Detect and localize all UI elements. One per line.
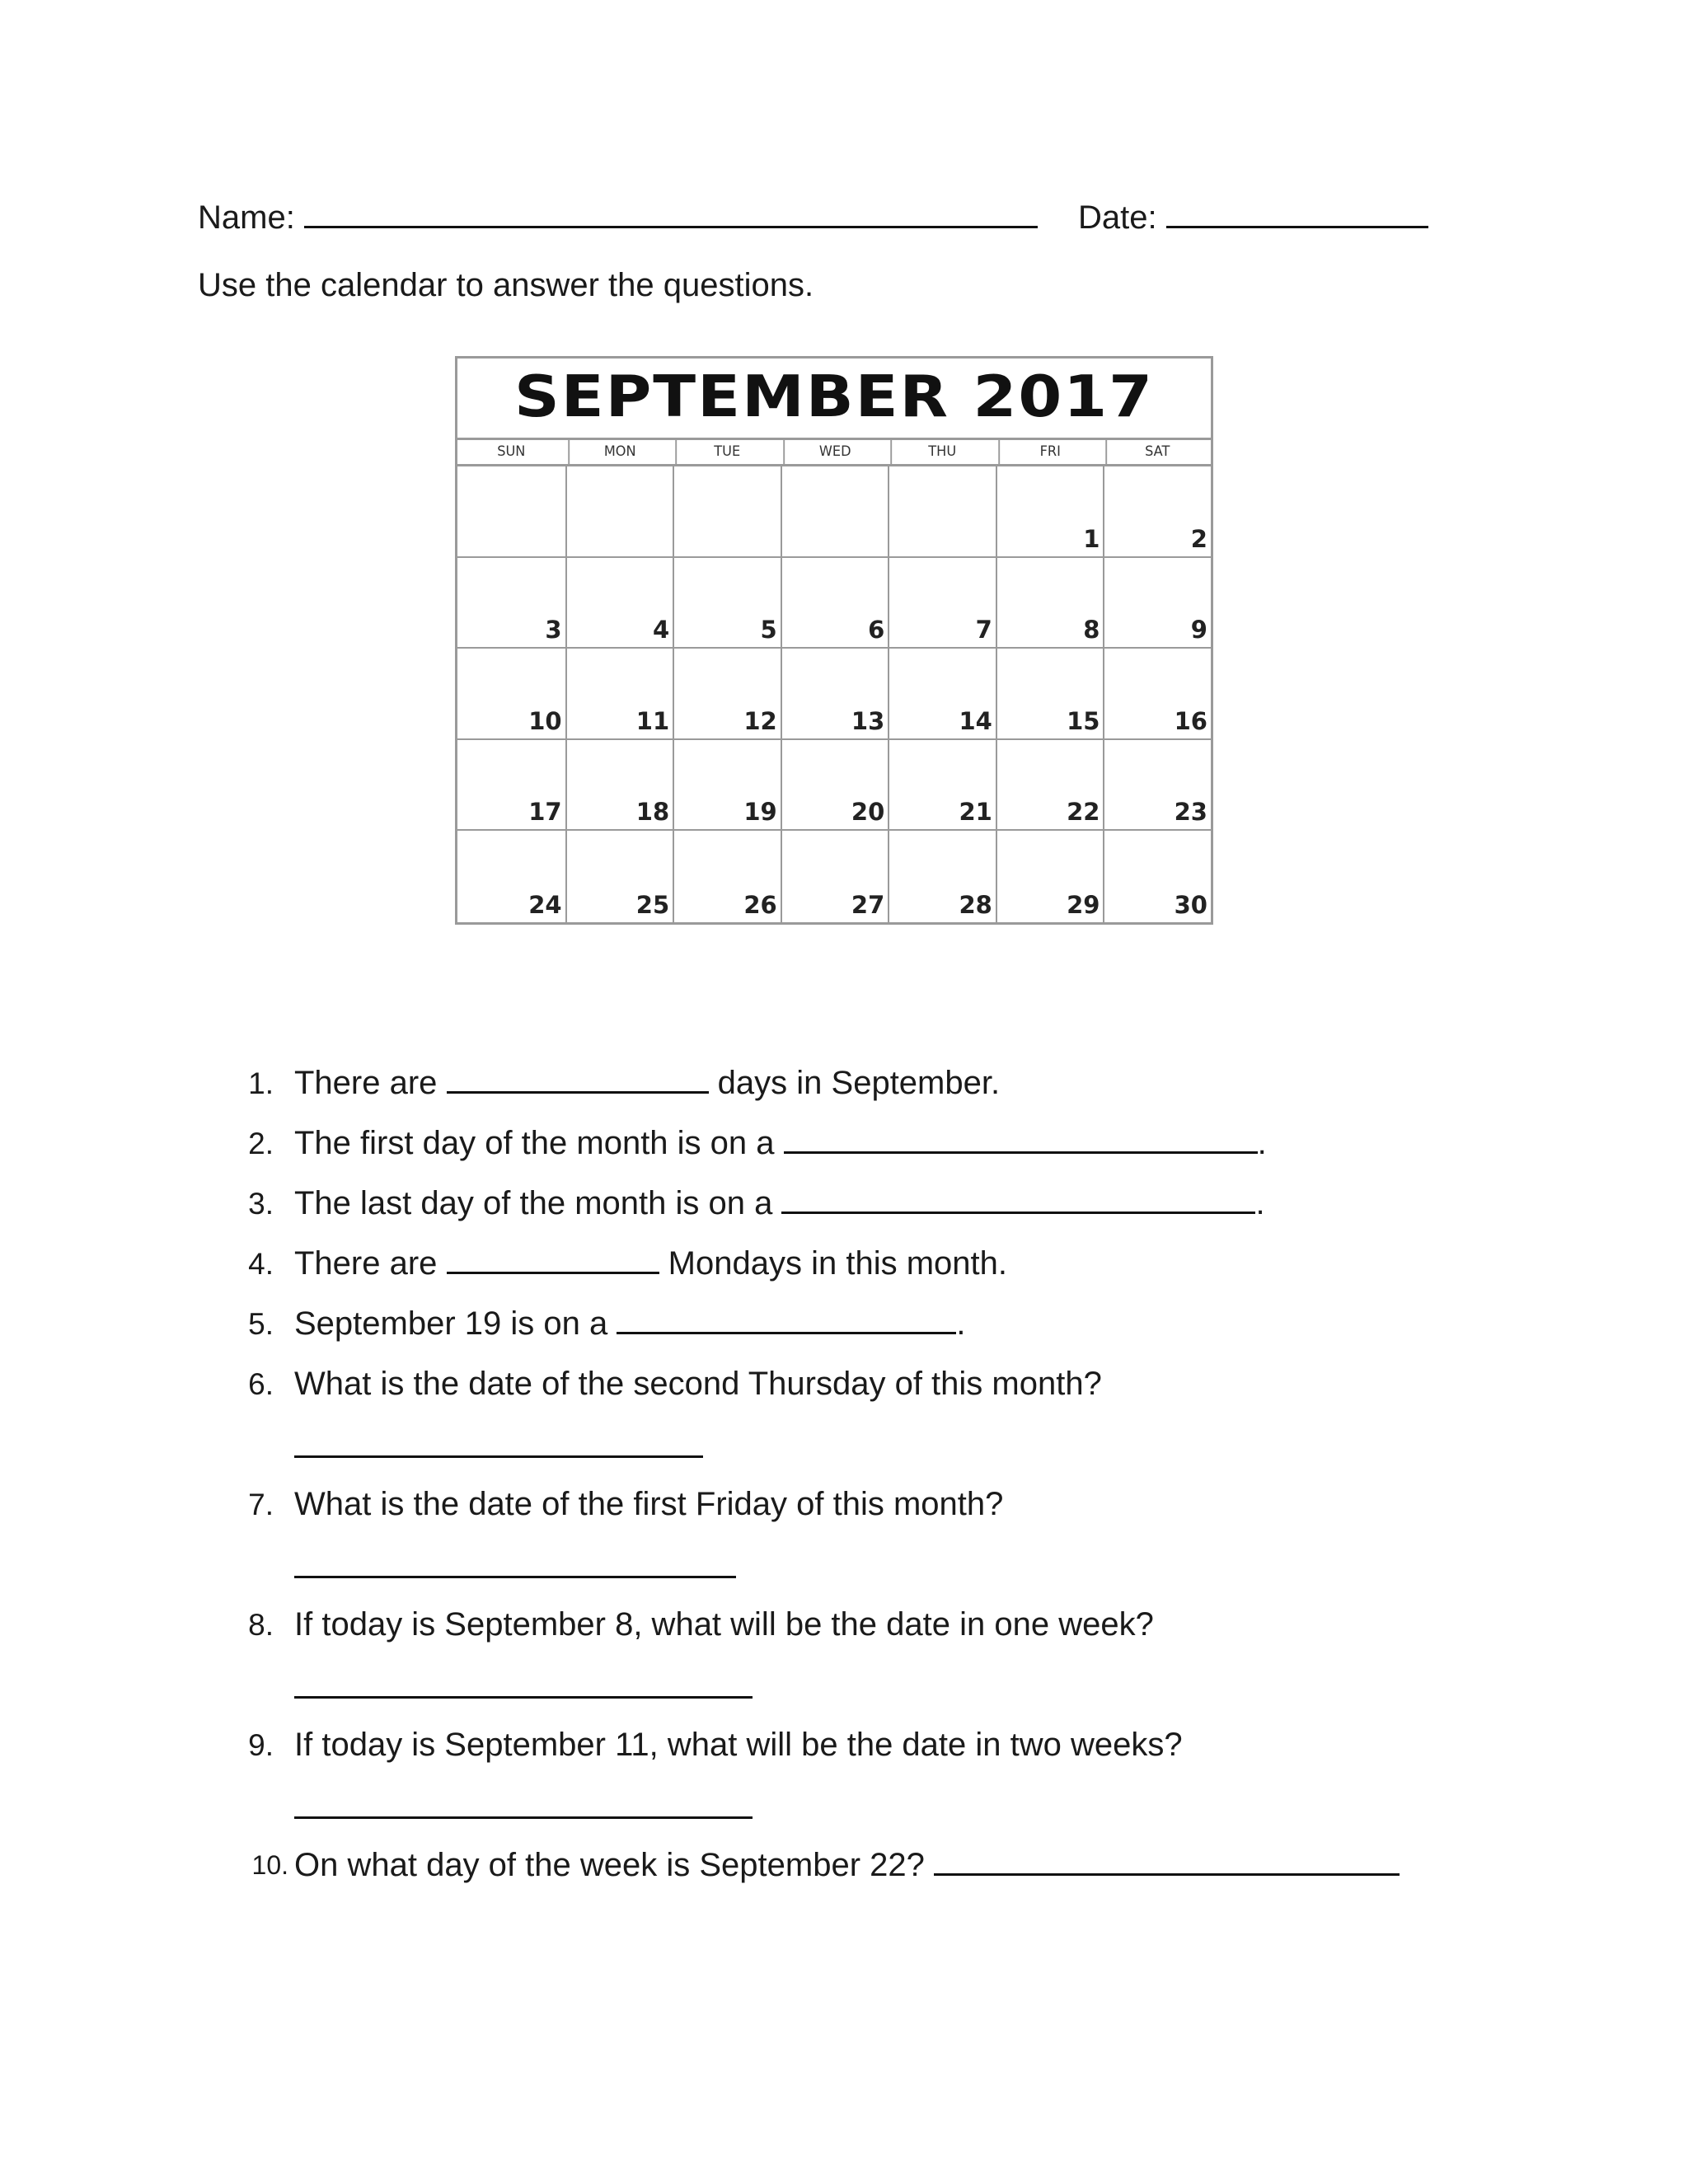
day-number: 22 [1067, 798, 1100, 827]
day-number: 21 [959, 798, 992, 827]
day-number: 3 [545, 616, 562, 644]
calendar-day-cell [565, 558, 673, 649]
date-row [1078, 201, 1428, 234]
question-text: . [1257, 1125, 1267, 1161]
weekday-sun: SUN [497, 443, 526, 460]
day-number: 12 [743, 706, 777, 735]
calendar-day-cell [1103, 831, 1211, 922]
calendar-day-cell [1103, 740, 1211, 832]
question-text: . [956, 1305, 966, 1342]
calendar-day-cell [781, 740, 889, 832]
day-number: 13 [851, 706, 885, 735]
calendar-day-cell [457, 558, 565, 649]
day-number: 1 [1083, 524, 1100, 553]
day-number: 9 [1190, 616, 1207, 644]
question-7: What is the date of the first Friday of this month? [294, 1486, 1004, 1522]
question-2 [294, 1127, 1267, 1160]
calendar-day-cell [1103, 558, 1211, 649]
question-text: September 19 is on a [294, 1305, 608, 1342]
name-label: Name: [198, 199, 295, 236]
day-number: 4 [652, 616, 670, 644]
answer-line[interactable] [294, 1816, 753, 1819]
day-number: 30 [1174, 890, 1207, 919]
calendar-day-cell [1103, 466, 1211, 558]
calendar-title: SEPTEMBER 2017 [513, 362, 1155, 430]
question-number: 7. [248, 1488, 274, 1521]
answer-blank[interactable] [784, 1151, 1258, 1154]
question-number: 8. [248, 1608, 274, 1642]
day-number: 19 [743, 798, 777, 827]
question-number: 4. [248, 1247, 274, 1281]
calendar-day-cell [565, 466, 673, 558]
answer-blank[interactable] [934, 1873, 1400, 1876]
day-number: 16 [1174, 706, 1207, 735]
name-answer-blank[interactable] [304, 226, 1038, 228]
question-text: The last day of the month is on a [294, 1185, 773, 1221]
calendar-day-cell [673, 558, 781, 649]
answer-blank[interactable] [447, 1091, 709, 1094]
weekday-thu: THU [891, 440, 993, 466]
weekday-fri: FRI [998, 440, 1100, 466]
answer-blank[interactable] [617, 1332, 956, 1334]
question-text: The first day of the month is on a [294, 1125, 775, 1161]
question-number: 3. [248, 1187, 274, 1221]
question-6: What is the date of the second Thursday of this month? [294, 1366, 1102, 1402]
calendar-day-cell [457, 831, 565, 922]
day-number: 27 [851, 890, 885, 919]
calendar-day-cell [673, 831, 781, 922]
question-3 [294, 1187, 1265, 1220]
day-number: 8 [1083, 616, 1100, 644]
question-9: If today is September 11, what will be the date in two weeks? [294, 1727, 1183, 1763]
weekday-tue: TUE [675, 440, 777, 466]
question-text: days in September. [717, 1065, 1001, 1101]
answer-line[interactable] [294, 1455, 703, 1458]
calendar-day-cell [781, 831, 889, 922]
calendar-day-cell [565, 831, 673, 922]
question-text: There are [294, 1245, 438, 1282]
question-10 [294, 1849, 1400, 1882]
weekday-sat: SAT [1106, 440, 1208, 466]
calendar-grid [457, 464, 1211, 922]
calendar [455, 356, 1213, 925]
question-text: Mondays in this month. [668, 1245, 1007, 1282]
day-number: 18 [635, 798, 670, 827]
question-8: If today is September 8, what will be the date in one week? [294, 1606, 1154, 1643]
question-4 [294, 1247, 1007, 1280]
calendar-day-cell [996, 740, 1104, 832]
day-number: 26 [743, 890, 777, 919]
answer-line[interactable] [294, 1696, 753, 1699]
date-answer-blank[interactable] [1166, 226, 1428, 228]
calendar-day-cell [781, 558, 889, 649]
calendar-day-cell [888, 649, 996, 740]
date-label: Date: [1078, 199, 1157, 236]
calendar-day-cell [888, 831, 996, 922]
day-number: 10 [528, 706, 562, 735]
calendar-day-cell [996, 831, 1104, 922]
instruction-text: Use the calendar to answer the questions. [198, 267, 814, 303]
answer-blank[interactable] [447, 1272, 659, 1274]
calendar-day-cell [673, 466, 781, 558]
calendar-day-cell [673, 649, 781, 740]
question-number: 5. [248, 1307, 274, 1341]
question-5 [294, 1307, 965, 1340]
name-row [198, 201, 1038, 234]
calendar-day-cell [996, 558, 1104, 649]
calendar-day-cell [565, 649, 673, 740]
day-number: 20 [851, 798, 885, 827]
question-text: On what day of the week is September 22? [294, 1847, 925, 1883]
day-number: 17 [528, 798, 562, 827]
calendar-day-cell [996, 649, 1104, 740]
day-number: 15 [1067, 706, 1100, 735]
answer-line[interactable] [294, 1576, 736, 1578]
day-number: 6 [868, 616, 885, 644]
question-text: There are [294, 1065, 438, 1101]
weekday-mon: MON [568, 440, 670, 466]
calendar-day-cell [781, 466, 889, 558]
question-number: 1. [248, 1066, 274, 1100]
day-number: 11 [635, 706, 670, 735]
day-number: 7 [975, 616, 992, 644]
calendar-day-cell [888, 740, 996, 832]
calendar-day-cell [888, 558, 996, 649]
question-text: . [1255, 1185, 1265, 1221]
day-number: 2 [1190, 524, 1207, 553]
calendar-day-cell [996, 466, 1104, 558]
calendar-day-cell [457, 649, 565, 740]
day-number: 25 [635, 890, 670, 919]
day-number: 23 [1174, 798, 1207, 827]
calendar-day-cell [888, 466, 996, 558]
question-number: 6. [248, 1367, 274, 1401]
answer-blank[interactable] [781, 1212, 1255, 1214]
calendar-day-cell [565, 740, 673, 832]
question-number: 2. [248, 1127, 274, 1160]
question-number: 9. [248, 1728, 274, 1762]
day-number: 14 [959, 706, 992, 735]
calendar-day-cell [673, 740, 781, 832]
day-number: 29 [1067, 890, 1100, 919]
weekday-wed: WED [783, 440, 885, 466]
calendar-day-cell [781, 649, 889, 740]
day-number: 5 [760, 616, 777, 644]
question-number: 10. [251, 1850, 288, 1880]
calendar-day-cell [457, 740, 565, 832]
calendar-day-cell [457, 466, 565, 558]
day-number: 28 [959, 890, 992, 919]
calendar-day-cell [1103, 649, 1211, 740]
calendar-weekday-header [457, 438, 1211, 466]
day-number: 24 [528, 890, 562, 919]
question-1 [294, 1066, 1000, 1099]
